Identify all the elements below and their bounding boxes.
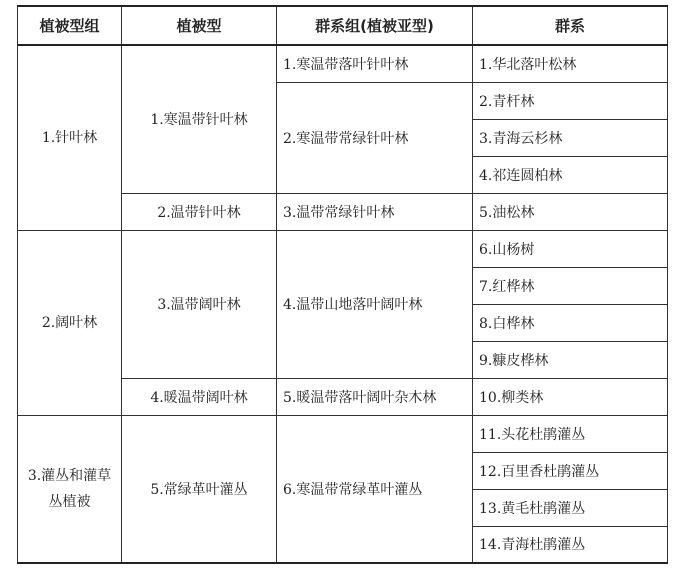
cell-vegetation-type: 3.温带阔叶林 <box>122 230 277 378</box>
cell-vegetation-type-group: 3.灌丛和灌草丛植被 <box>18 415 122 563</box>
cell-formation: 7.红桦林 <box>473 267 668 304</box>
cell-vegetation-type: 5.常绿革叶灌丛 <box>122 415 277 563</box>
cell-vegetation-type: 1.寒温带针叶林 <box>122 45 277 193</box>
header-vegetation-type-group: 植被型组 <box>18 6 122 45</box>
cell-formation: 1.华北落叶松林 <box>473 45 668 82</box>
cell-formation: 2.青杆林 <box>473 82 668 119</box>
header-formation: 群系 <box>473 6 668 45</box>
cell-formation-group: 3.温带常绿针叶林 <box>277 193 473 230</box>
cell-formation: 14.青海杜鹃灌丛 <box>473 526 668 563</box>
table-row <box>18 230 668 267</box>
cell-formation: 13.黄毛杜鹃灌丛 <box>473 489 668 526</box>
cell-vegetation-type-group: 1.针叶林 <box>18 45 122 230</box>
cell-formation-group: 4.温带山地落叶阔叶林 <box>277 230 473 378</box>
cell-formation: 9.糠皮桦林 <box>473 341 668 378</box>
cell-formation: 6.山杨树 <box>473 230 668 267</box>
header-formation-group: 群系组(植被亚型) <box>277 6 473 45</box>
cell-formation: 12.百里香杜鹃灌丛 <box>473 452 668 489</box>
cell-formation-group: 6.寒温带常绿革叶灌丛 <box>277 415 473 563</box>
vegetation-classification-table <box>17 5 668 564</box>
cell-vegetation-type-group: 2.阔叶林 <box>18 230 122 415</box>
cell-vegetation-type: 2.温带针叶林 <box>122 193 277 230</box>
cell-formation: 11.头花杜鹃灌丛 <box>473 415 668 452</box>
table-row <box>18 45 668 82</box>
cell-vegetation-type: 4.暖温带阔叶林 <box>122 378 277 415</box>
cell-formation: 5.油松林 <box>473 193 668 230</box>
header-row <box>18 6 668 45</box>
cell-formation-group: 2.寒温带常绿针叶林 <box>277 82 473 193</box>
cell-formation-group: 5.暖温带落叶阔叶杂木林 <box>277 378 473 415</box>
cell-formation: 3.青海云杉林 <box>473 119 668 156</box>
cell-formation-group: 1.寒温带落叶针叶林 <box>277 45 473 82</box>
cell-formation: 4.祁连圆柏林 <box>473 156 668 193</box>
cell-formation: 8.白桦林 <box>473 304 668 341</box>
cell-formation: 10.柳类林 <box>473 378 668 415</box>
header-vegetation-type: 植被型 <box>122 6 277 45</box>
table-row <box>18 415 668 452</box>
